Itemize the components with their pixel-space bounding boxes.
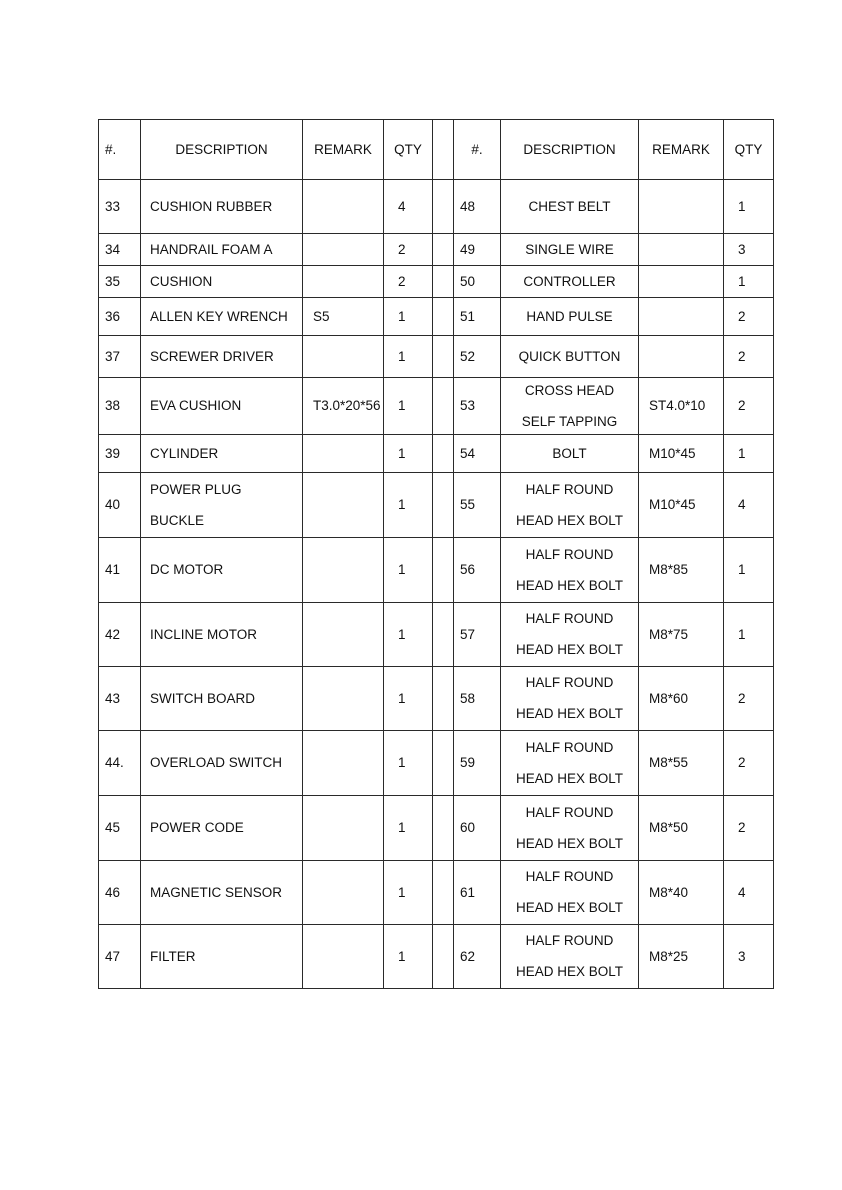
part-description: SINGLE WIRE [501,234,639,266]
part-qty: 1 [384,538,433,603]
part-remark [303,861,384,925]
part-remark [303,796,384,861]
description-line: HALF ROUND [525,611,614,627]
part-remark [303,667,384,731]
column-gap [433,378,454,435]
part-number: 50 [454,266,501,298]
part-number: 38 [99,378,141,435]
table-row [99,861,774,925]
table-row [99,234,774,266]
part-remark [639,266,724,298]
part-number: 48 [454,180,501,234]
part-description: CONTROLLER [501,266,639,298]
part-qty: 1 [384,796,433,861]
part-description: POWER CODE [141,796,303,861]
part-number: 39 [99,435,141,473]
table-row [99,435,774,473]
part-qty: 4 [724,473,774,538]
part-qty: 1 [384,603,433,667]
part-description: SCREWER DRIVER [141,336,303,378]
header-qty-right: QTY [724,120,774,180]
column-gap [433,667,454,731]
part-remark [303,180,384,234]
part-remark: M8*25 [639,925,724,989]
description-line: CROSS HEAD [524,382,615,398]
header-qty-left: QTY [384,120,433,180]
part-remark: ST4.0*10 [639,378,724,435]
part-number: 61 [454,861,501,925]
part-number: 49 [454,234,501,266]
part-number: 51 [454,298,501,336]
column-gap [433,180,454,234]
part-remark: M8*60 [639,667,724,731]
part-remark [303,925,384,989]
table-row [99,925,774,989]
header-num-left: #. [99,120,141,180]
part-remark [303,603,384,667]
description-line: HEAD HEX BOLT [515,835,624,851]
part-qty: 2 [724,731,774,796]
part-qty: 1 [724,435,774,473]
part-remark: M8*85 [639,538,724,603]
header-description-left: DESCRIPTION [141,120,303,180]
description-line: HEAD HEX BOLT [515,706,624,721]
part-remark [303,731,384,796]
table-row [99,796,774,861]
description-line: SELF TAPPING [521,413,618,429]
part-number: 62 [454,925,501,989]
part-qty: 1 [724,603,774,667]
description-line: HEAD HEX BOLT [515,964,624,979]
part-qty: 2 [724,336,774,378]
table-row [99,298,774,336]
column-gap [433,731,454,796]
part-qty: 3 [724,234,774,266]
part-description: INCLINE MOTOR [141,603,303,667]
part-description: QUICK BUTTON [501,336,639,378]
part-qty: 4 [724,861,774,925]
part-description: ALLEN KEY WRENCH [141,298,303,336]
part-number: 46 [99,861,141,925]
table-row [99,603,774,667]
part-description: SWITCH BOARD [141,667,303,731]
part-description [501,731,639,796]
part-remark [639,298,724,336]
part-qty: 2 [724,298,774,336]
part-remark [639,336,724,378]
description-line: HALF ROUND [525,546,614,562]
part-number: 41 [99,538,141,603]
part-number: 36 [99,298,141,336]
part-qty: 2 [724,378,774,435]
part-qty: 2 [384,266,433,298]
part-number: 53 [454,378,501,435]
description-line: POWER PLUG [150,481,242,497]
column-gap [433,796,454,861]
part-description [141,473,303,538]
part-number: 59 [454,731,501,796]
parts-list-table [98,119,774,989]
description-line: HEAD HEX BOLT [515,770,624,786]
part-remark: M8*55 [639,731,724,796]
part-remark: M8*50 [639,796,724,861]
part-description [501,796,639,861]
part-description: MAGNETIC SENSOR [141,861,303,925]
part-description: BOLT [501,435,639,473]
part-description [501,603,639,667]
part-description: CUSHION RUBBER [141,180,303,234]
column-gap [433,120,454,180]
table-row [99,378,774,435]
part-remark [639,180,724,234]
part-remark [303,336,384,378]
description-line: HALF ROUND [525,933,614,949]
part-description: CYLINDER [141,435,303,473]
header-remark-right: REMARK [639,120,724,180]
table-row [99,180,774,234]
part-qty: 1 [384,378,433,435]
part-number: 33 [99,180,141,234]
header-num-right: #. [454,120,501,180]
description-line: HALF ROUND [525,869,614,885]
part-description: FILTER [141,925,303,989]
part-number: 47 [99,925,141,989]
part-description: HAND PULSE [501,298,639,336]
part-remark [303,234,384,266]
part-qty: 3 [724,925,774,989]
part-remark [303,473,384,538]
column-gap [433,925,454,989]
part-number: 52 [454,336,501,378]
part-qty: 1 [384,925,433,989]
part-remark [639,234,724,266]
part-description: OVERLOAD SWITCH [141,731,303,796]
part-remark [303,435,384,473]
part-qty: 1 [384,861,433,925]
part-qty: 1 [724,266,774,298]
part-qty: 2 [384,234,433,266]
part-number: 35 [99,266,141,298]
table-row [99,731,774,796]
part-remark: S5 [303,298,384,336]
column-gap [433,266,454,298]
column-gap [433,234,454,266]
part-qty: 1 [384,731,433,796]
part-number: 43 [99,667,141,731]
part-description [501,861,639,925]
column-gap [433,336,454,378]
part-qty: 1 [384,667,433,731]
description-line: HALF ROUND [525,675,614,691]
column-gap [433,603,454,667]
part-number: 58 [454,667,501,731]
part-number: 60 [454,796,501,861]
description-line: HALF ROUND [525,739,614,755]
part-number: 40 [99,473,141,538]
description-line: HEAD HEX BOLT [515,577,624,593]
part-description: EVA CUSHION [141,378,303,435]
column-gap [433,861,454,925]
column-gap [433,435,454,473]
table-row [99,667,774,731]
part-number: 57 [454,603,501,667]
part-number: 56 [454,538,501,603]
part-number: 34 [99,234,141,266]
part-number: 54 [454,435,501,473]
part-remark: M10*45 [639,435,724,473]
description-line: HALF ROUND [525,481,614,497]
part-qty: 1 [384,435,433,473]
part-remark: M8*75 [639,603,724,667]
part-description: CUSHION [141,266,303,298]
description-line: BUCKLE [150,512,205,528]
header-row [99,120,774,180]
table-row [99,336,774,378]
part-remark: T3.0*20*56 [303,378,384,435]
part-description: CHEST BELT [501,180,639,234]
part-qty: 1 [724,180,774,234]
part-description [501,667,639,731]
part-qty: 2 [724,667,774,731]
description-line: HEAD HEX BOLT [515,512,624,528]
part-qty: 1 [384,336,433,378]
description-line: HALF ROUND [525,804,614,820]
part-number: 55 [454,473,501,538]
column-gap [433,298,454,336]
header-remark-left: REMARK [303,120,384,180]
column-gap [433,473,454,538]
part-description [501,925,639,989]
part-qty: 2 [724,796,774,861]
table-row [99,473,774,538]
description-line: HEAD HEX BOLT [515,642,624,657]
part-remark: M8*40 [639,861,724,925]
part-remark [303,538,384,603]
part-qty: 1 [724,538,774,603]
part-qty: 1 [384,298,433,336]
part-qty: 1 [384,473,433,538]
part-qty: 4 [384,180,433,234]
part-number: 42 [99,603,141,667]
part-description: DC MOTOR [141,538,303,603]
part-description [501,473,639,538]
part-description [501,378,639,435]
part-number: 44. [99,731,141,796]
header-description-right: DESCRIPTION [501,120,639,180]
part-description: HANDRAIL FOAM A [141,234,303,266]
table-row [99,538,774,603]
part-remark [303,266,384,298]
table-row [99,266,774,298]
column-gap [433,538,454,603]
part-description [501,538,639,603]
description-line: HEAD HEX BOLT [515,900,624,915]
part-number: 45 [99,796,141,861]
part-remark: M10*45 [639,473,724,538]
part-number: 37 [99,336,141,378]
